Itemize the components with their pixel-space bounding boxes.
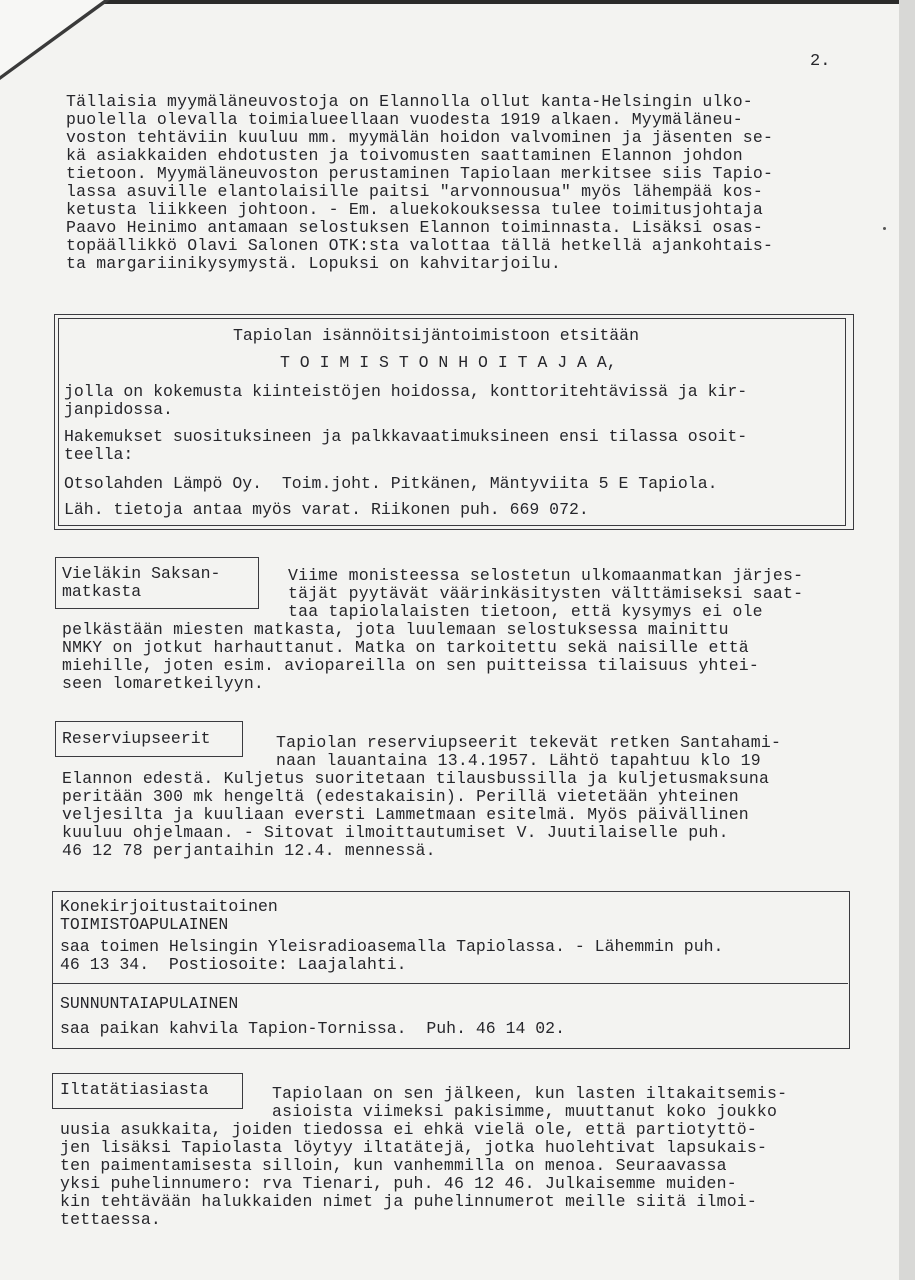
job-ad-apply-line: teella: [64,445,134,464]
text-line: veljesilta ja kuuliaan eversti Lammetmaan esitelmä. Myös päivällinen [62,805,749,824]
job-ads-divider [52,983,848,984]
job-ad-position: T O I M I S T O N H O I T A J A A, [280,353,617,372]
text-line: Viime monisteessa selostetun ulkomaanmatkan järjes- [288,566,804,585]
text-line: ta margariinikysymystä. Lopuksi on kahvitarjoilu. [66,254,561,273]
section-label-line: Vieläkin Saksan- [62,564,221,583]
ink-speck [883,227,886,230]
job-ad-apply-line: Hakemukset suosituksineen ja palkkavaatimuksineen ensi tilassa osoit- [64,427,748,446]
ad-typist-line: Konekirjoitustaitoinen [60,897,278,916]
text-line: uusia asukkaita, joiden tiedossa ei ehkä vielä ole, että partiotyttö- [60,1120,758,1139]
ad-sunday-line: saa paikan kahvila Tapion-Tornissa. Puh. 46 14 02. [60,1019,565,1038]
section-label: Reserviupseerit [62,729,211,748]
text-line: Elannon edestä. Kuljetus suoritetaan tilausbussilla ja kuljetusmaksuna [62,769,770,788]
text-line: Tapiolan reserviupseerit tekevät retken Santahami- [276,733,782,752]
text-line: voston tehtäviin kuuluu mm. myymälän hoidon valvominen ja jäsenten se- [66,128,774,147]
job-ad-inner-frame [58,318,846,526]
text-line: kuuluu ohjelmaan. - Sitovat ilmoittautumiset V. Juutilaiselle puh. [62,823,729,842]
text-line: täjät pyytävät väärinkäsitysten välttämiseksi saat- [288,584,804,603]
text-line: Paavo Heinimo antamaan selostuksen Elannon toiminnasta. Lisäksi osas- [66,218,764,237]
text-line: puolella olevalla toimialueellaan vuodesta 1919 alkaen. Myymäläneu- [66,110,743,129]
text-line: lassa asuville elantolaisille paitsi "arvonnousua" myös lähempää kos- [66,182,764,201]
folded-corner [0,0,104,76]
page-number: 2. [810,52,831,71]
ad-typist-line: saa toimen Helsingin Yleisradioasemalla Tapiolassa. - Lähemmin puh. [60,937,724,956]
text-line: pelkästään miesten matkasta, jota luulemaan selostuksessa mainittu [62,620,729,639]
text-line: miehille, joten esim. aviopareilla on sen puitteissa tilaisuus yhtei- [62,656,760,675]
text-line: tietoon. Myymäläneuvoston perustaminen Tapiolaan merkitsee siis Tapio- [66,164,774,183]
text-line: asioista viimeksi pakisimme, muuttanut koko joukko [272,1102,778,1121]
text-line: jen lisäksi Tapiolasta löytyy iltatätejä, jotka huolehtivat lapsukais- [60,1138,768,1157]
scan-top-edge [0,0,915,4]
text-line: kä asiakkaiden ehdotusten ja toivomusten saattaminen Elannon johdon [66,146,743,165]
ad-sunday-line: SUNNUNTAIAPULAINEN [60,994,239,1013]
text-line: topäällikkö Olavi Salonen OTK:sta valottaa tällä hetkellä ajankohtais- [66,236,774,255]
job-ad-heading: Tapiolan isännöitsijäntoimistoon etsitään [233,326,639,345]
text-line: 46 12 78 perjantaihin 12.4. mennessä. [62,841,436,860]
ad-typist-line: TOIMISTOAPULAINEN [60,915,229,934]
text-line: peritään 300 mk hengeltä (edestakaisin). Perillä vietetään yhteinen [62,787,739,806]
text-line: yksi puhelinnumero: rva Tienari, puh. 46 12 46. Julkaisemme muiden- [60,1174,737,1193]
text-line: taa tapiolalaisten tietoon, että kysymys ei ole [288,602,763,621]
section-label: Iltatätiasiasta [60,1080,209,1099]
ad-typist-line: 46 13 34. Postiosoite: Laajalahti. [60,955,407,974]
job-ad-address: Otsolahden Lämpö Oy. Toim.joht. Pitkänen, Mäntyviita 5 E Tapiola. [64,474,718,493]
text-line: naan lauantaina 13.4.1957. Lähtö tapahtuu klo 19 [276,751,761,770]
text-line: NMKY on jotkut harhauttanut. Matka on tarkoitettu sekä naisille että [62,638,749,657]
scan-right-edge [899,0,915,1280]
text-line: ketusta liikkeen johtoon. - Em. aluekokouksessa tulee toimitusjohtaja [66,200,764,219]
text-line: tettaessa. [60,1210,162,1229]
text-line: kin tehtävään halukkaiden nimet ja puhelinnumerot meille siitä ilmoi- [60,1192,758,1211]
text-line: Tapiolaan on sen jälkeen, kun lasten iltakaitsemis- [272,1084,788,1103]
text-line: Tällaisia myymäläneuvostoja on Elannolla ollut kanta-Helsingin ulko- [66,92,753,111]
text-line: ten paimentamisesta silloin, kun vanhemmilla on menoa. Seuraavassa [60,1156,727,1175]
job-ad-requirement-line: jolla on kokemusta kiinteistöjen hoidossa, konttoritehtävissä ja kir- [64,382,748,401]
job-ad-requirement-line: janpidossa. [64,400,173,419]
section-label-line: matkasta [62,582,142,601]
job-ad-contact: Läh. tietoja antaa myös varat. Riikonen puh. 669 072. [64,500,589,519]
text-line: seen lomaretkeilyyn. [62,674,265,693]
